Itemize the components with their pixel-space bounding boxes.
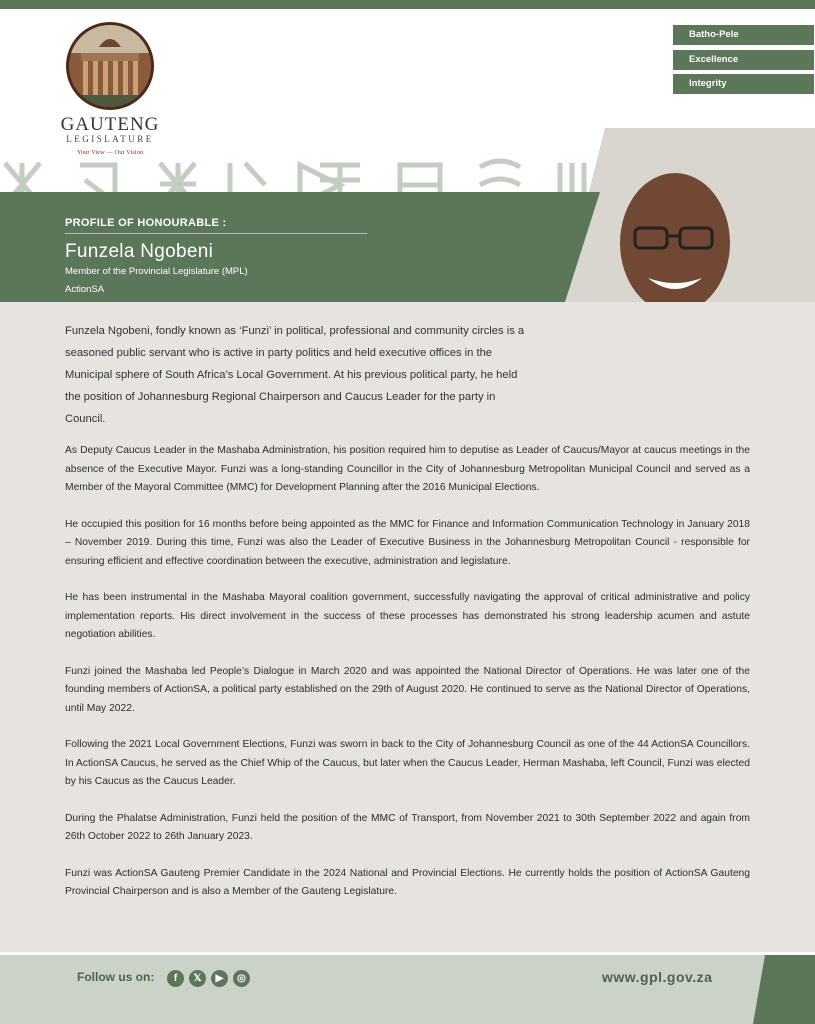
member-title: Member of the Provincial Legislature (MPL) xyxy=(65,266,248,277)
footer xyxy=(0,955,815,1024)
biography-paragraph: He has been instrumental in the Mashaba Mayoral coalition government, successfully navigating the approval of critical administrative and policy implementation reports. His direct involvement in the success of these processes has demonstrated his strong leadership acumen and astute negotiation abilities. xyxy=(65,592,750,640)
gauteng-legislature-logo[interactable] xyxy=(60,22,160,156)
value-tag-integrity: Integrity xyxy=(673,74,814,94)
biography-paragraph: Funzi was ActionSA Gauteng Premier Candidate in the 2024 National and Provincial Elections. He currently holds the position of ActionSA Gauteng Provincial Chairperson and is also a Member of the Gauteng Legislature. xyxy=(65,867,750,897)
biography-paragraph: Following the 2021 Local Government Elections, Funzi was sworn in back to the City of Johannesburg Council as one of the 44 ActionSA Councillors. In ActionSA Caucus, he served as the Chief Whip of the Caucus, but later when the Caucus Leader, Herman Mashaba, left Council, Funzi was elected by his Caucus as the Caucus Leader. xyxy=(65,739,750,787)
top-bar xyxy=(0,0,815,9)
member-party: ActionSA xyxy=(65,284,105,295)
value-tag-batho-pele: Batho-Pele xyxy=(673,25,814,45)
biography-paragraph: As Deputy Caucus Leader in the Mashaba Administration, his position required him to deputise as Leader of Caucus/Mayor at caucus meetings in the absence of the Executive Mayor. Funzi was a long-standing Councillor in the City of Johannesburg Metropolitan Municipal Council and served as a Member of the Mayoral Committee (MMC) for Development Planning after the 2016 Municipal Elections. xyxy=(65,445,750,493)
logo-tagline: Your View — Our Vision xyxy=(76,149,144,156)
x-icon[interactable]: 𝕏 xyxy=(189,970,206,987)
legislature-building-icon xyxy=(66,22,154,110)
biography-paragraph: He occupied this position for 16 months before being appointed as the MMC for Finance and Information Communication Technology in January 2018 – November 2019. During this time, Funzi was also the Leader of Executive Business in the Johannesburg Metropolitan Council - responsible for ensuring efficient and effective coordination between the executive, administration and legislature. xyxy=(65,518,750,567)
value-tag-excellence: Excellence xyxy=(673,50,814,70)
instagram-icon[interactable]: ◎ xyxy=(233,970,250,987)
profile-label: PROFILE OF HONOURABLE : xyxy=(65,217,227,229)
profile-divider xyxy=(65,233,367,234)
intro-paragraph: Funzela Ngobeni, fondly known as ‘Funzi’ in political, professional and community circles is a seasoned public servant who is active in party politics and held executive offices in the Municipal sphere of South Africa’s Local Government. At his previous political party, he held the position of Johannesburg Regional Chairperson and Caucus Leader for the party in Council. xyxy=(65,325,525,425)
values-list xyxy=(673,25,814,99)
biography-body xyxy=(65,442,750,920)
facebook-icon[interactable]: f xyxy=(167,970,184,987)
biography-paragraph: During the Phalatse Administration, Funzi held the position of the MMC of Transport, from November 2021 to 30th September 2022 and again from 26th October 2022 to 26th January 2023. xyxy=(65,812,750,842)
logo-subtitle: LEGISLATURE xyxy=(66,134,154,144)
youtube-icon[interactable]: ▶ xyxy=(211,970,228,987)
biography-paragraph: Funzi joined the Mashaba led People’s Dialogue in March 2020 and was appointed the National Director of Operations. He was later one of the founding members of ActionSA, a political party established on the 29th of August 2020. He continued to serve as the National Director of Operations, until May 2022. xyxy=(65,665,750,714)
follow-us-label: Follow us on: xyxy=(77,970,155,984)
website-link[interactable]: www.gpl.gov.za xyxy=(602,969,713,985)
member-name: Funzela Ngobeni xyxy=(65,241,214,262)
logo-name: GAUTENG xyxy=(60,114,160,135)
